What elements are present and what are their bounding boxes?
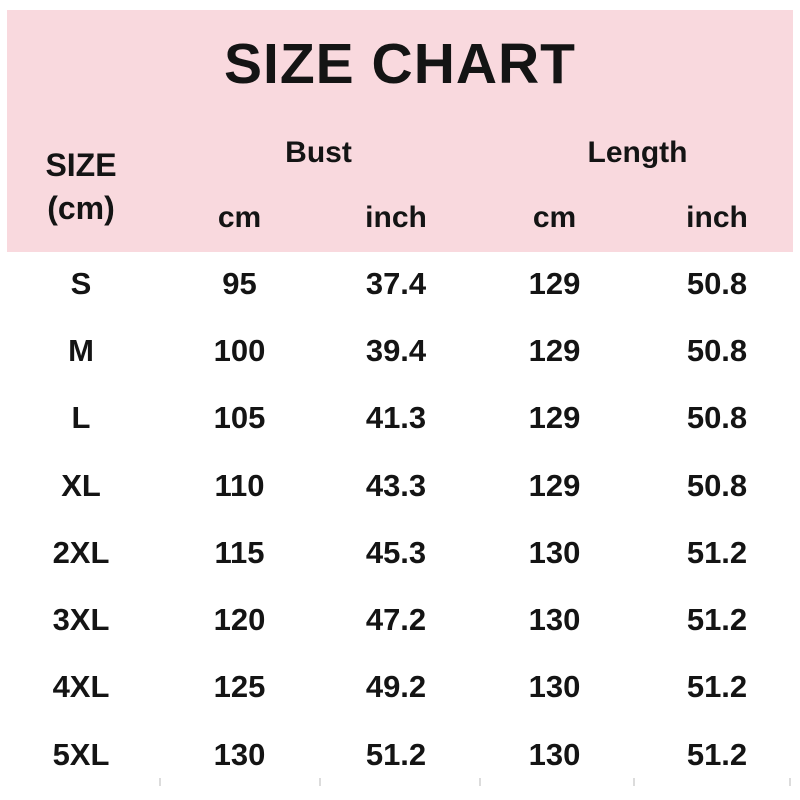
cell-bust-cm: 125	[213, 669, 266, 705]
row-label: 3XL	[52, 602, 110, 638]
cell-length-inch: 51.2	[686, 534, 748, 570]
row-label: S	[70, 265, 92, 301]
cell-bust-cm: 130	[213, 736, 266, 772]
row-label: 2XL	[52, 534, 110, 570]
size-column-header-line2: (cm)	[47, 190, 115, 226]
size-column-header	[0, 122, 162, 252]
cell-bust-inch: 37.4	[365, 265, 427, 301]
cell-length-inch: 51.2	[686, 736, 748, 772]
cell-length-inch: 50.8	[686, 265, 748, 301]
cell-bust-cm: 110	[214, 467, 265, 503]
cell-length-cm: 130	[528, 669, 581, 705]
cell-bust-inch: 39.4	[365, 332, 427, 368]
table-body	[0, 250, 800, 788]
column-tick	[789, 778, 791, 786]
column-tick	[159, 778, 161, 786]
cell-bust-cm: 95	[222, 265, 257, 301]
row-label: 4XL	[52, 669, 110, 705]
cell-bust-inch: 51.2	[365, 736, 427, 772]
sub-header-bust-cm: cm	[217, 201, 262, 234]
cell-bust-inch: 49.2	[365, 669, 427, 705]
cell-bust-cm: 100	[213, 332, 266, 368]
row-label: M	[68, 332, 94, 368]
cell-length-cm: 129	[528, 400, 581, 436]
cell-length-cm: 129	[528, 265, 581, 301]
column-tick	[633, 778, 635, 786]
cell-bust-cm: 120	[213, 602, 266, 638]
cell-length-cm: 130	[528, 736, 581, 772]
column-tick	[319, 778, 321, 786]
cell-length-cm: 130	[528, 534, 581, 570]
row-label: XL	[61, 467, 101, 503]
cell-bust-inch: 47.2	[365, 602, 427, 638]
group-header-length: Length	[587, 136, 688, 169]
cell-bust-cm: 115	[214, 534, 265, 570]
group-header-bust: Bust	[285, 136, 352, 169]
cell-bust-inch: 41.3	[365, 400, 427, 436]
sub-header-length-cm: cm	[532, 201, 577, 234]
page-title: SIZE CHART	[224, 32, 576, 96]
cell-length-inch: 50.8	[686, 400, 748, 436]
cell-length-inch: 51.2	[686, 669, 748, 705]
cell-length-cm: 129	[528, 332, 581, 368]
sub-header-bust-inch: inch	[365, 201, 427, 234]
cell-bust-inch: 43.3	[365, 467, 427, 503]
cell-length-cm: 130	[528, 602, 581, 638]
size-column-header-line1: SIZE	[45, 147, 117, 183]
cell-length-cm: 129	[528, 467, 581, 503]
cell-length-inch: 50.8	[686, 332, 748, 368]
cell-length-inch: 50.8	[686, 467, 748, 503]
row-label: L	[71, 400, 91, 436]
cell-bust-cm: 105	[213, 400, 266, 436]
row-label: 5XL	[52, 736, 110, 772]
sub-header-length-inch: inch	[686, 201, 748, 234]
cell-bust-inch: 45.3	[365, 534, 427, 570]
cell-length-inch: 51.2	[686, 602, 748, 638]
column-tick	[479, 778, 481, 786]
table-header	[0, 122, 800, 252]
